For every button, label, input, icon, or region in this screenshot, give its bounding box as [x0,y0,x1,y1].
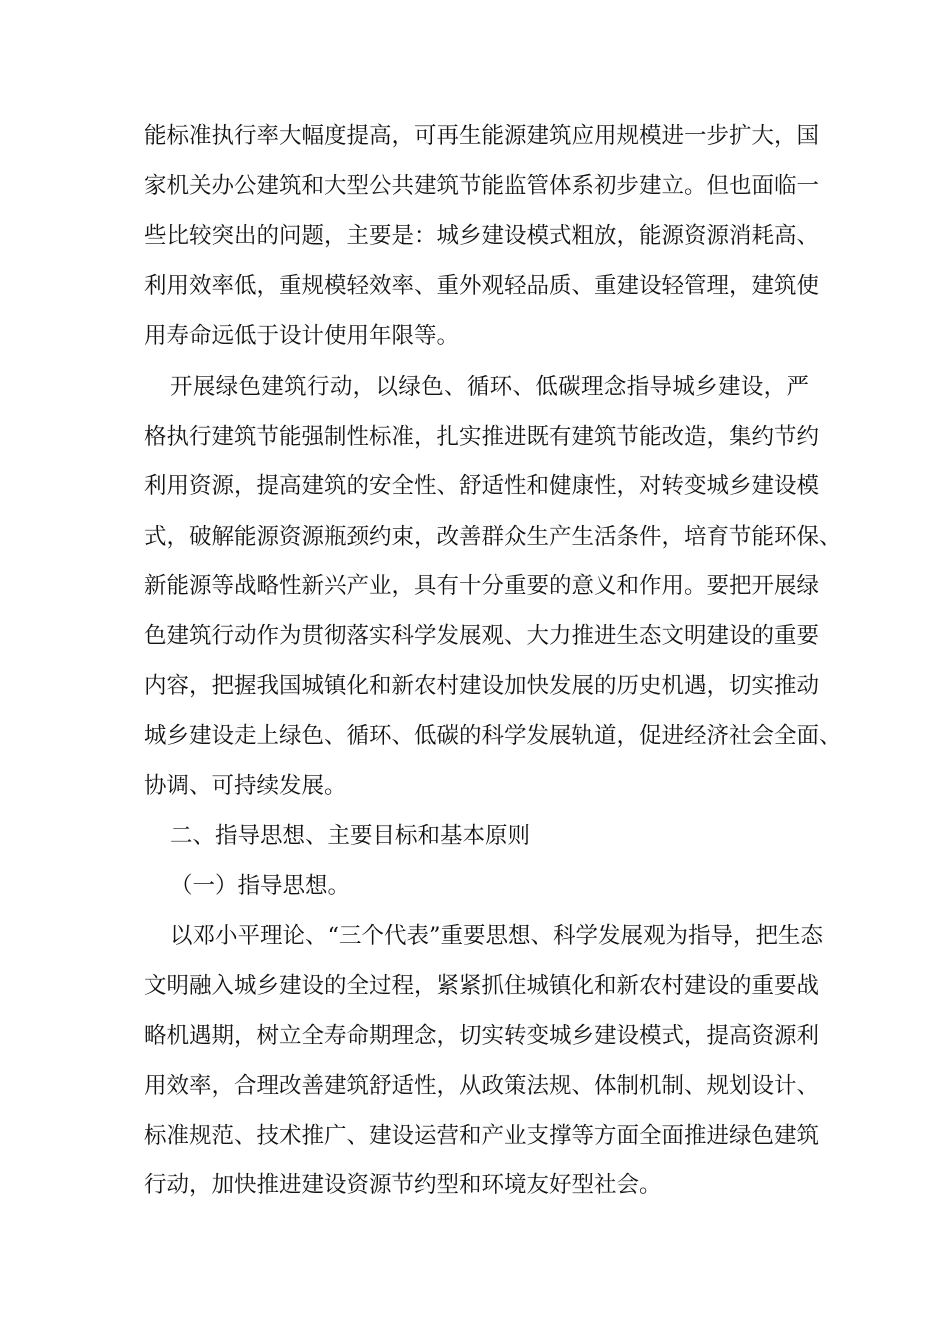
paragraph-2-line-9: 协调、可持续发展。 [144,773,347,799]
paragraph-2-line-5: 新能源等战略性新兴产业，具有十分重要的意义和作用。要把开展绿 [144,573,820,599]
paragraph-2-line-2: 格执行建筑节能强制性标准，扎实推进既有建筑节能改造，集约节约 [144,424,820,450]
paragraph-3-line-5: 标准规范、技术推广、建设运营和产业支撑等方面全面推进绿色建筑 [144,1123,820,1149]
paragraph-3-line-1: 以邓小平理论、“三个代表”重要思想、科学发展观为指导，把生态 [170,923,824,949]
paragraph-2-line-7: 内容，把握我国城镇化和新农村建设加快发展的历史机遇，切实推动 [144,673,820,699]
paragraph-3-line-3: 略机遇期，树立全寿命期理念，切实转变城乡建设模式，提高资源利 [144,1023,820,1049]
paragraph-2-line-8: 城乡建设走上绿色、循环、低碳的科学发展轨道，促进经济社会全面、 [144,723,842,749]
paragraph-2-line-3: 利用资源，提高建筑的安全性、舒适性和健康性，对转变城乡建设模 [144,473,820,499]
paragraph-1-line-1: 能标准执行率大幅度提高，可再生能源建筑应用规模进一步扩大，国 [144,123,820,149]
paragraph-2-line-4: 式，破解能源资源瓶颈约束，改善群众生产生活条件，培育节能环保、 [144,524,842,550]
paragraph-2-line-6: 色建筑行动作为贯彻落实科学发展观、大力推进生态文明建设的重要 [144,623,820,649]
paragraph-3-line-4: 用效率，合理改善建筑舒适性，从政策法规、体制机制、规划设计、 [144,1073,820,1099]
paragraph-2-line-1: 开展绿色建筑行动，以绿色、循环、低碳理念指导城乡建设，严 [170,374,809,400]
paragraph-1-line-4: 利用效率低，重规模轻效率、重外观轻品质、重建设轻管理，建筑使 [144,273,820,299]
paragraph-1-line-5: 用寿命远低于设计使用年限等。 [144,323,460,349]
section-heading: 二、指导思想、主要目标和基本原则 [170,823,531,849]
paragraph-3-line-6: 行动，加快推进建设资源节约型和环境友好型社会。 [144,1172,662,1198]
paragraph-1-line-2: 家机关办公建筑和大型公共建筑节能监管体系初步建立。但也面临一 [144,173,820,199]
paragraph-1-line-3: 些比较突出的问题，主要是：城乡建设模式粗放，能源资源消耗高、 [144,223,820,249]
paragraph-3-line-2: 文明融入城乡建设的全过程，紧紧抓住城镇化和新农村建设的重要战 [144,973,820,999]
subsection-heading: （一）指导思想。 [170,873,351,899]
